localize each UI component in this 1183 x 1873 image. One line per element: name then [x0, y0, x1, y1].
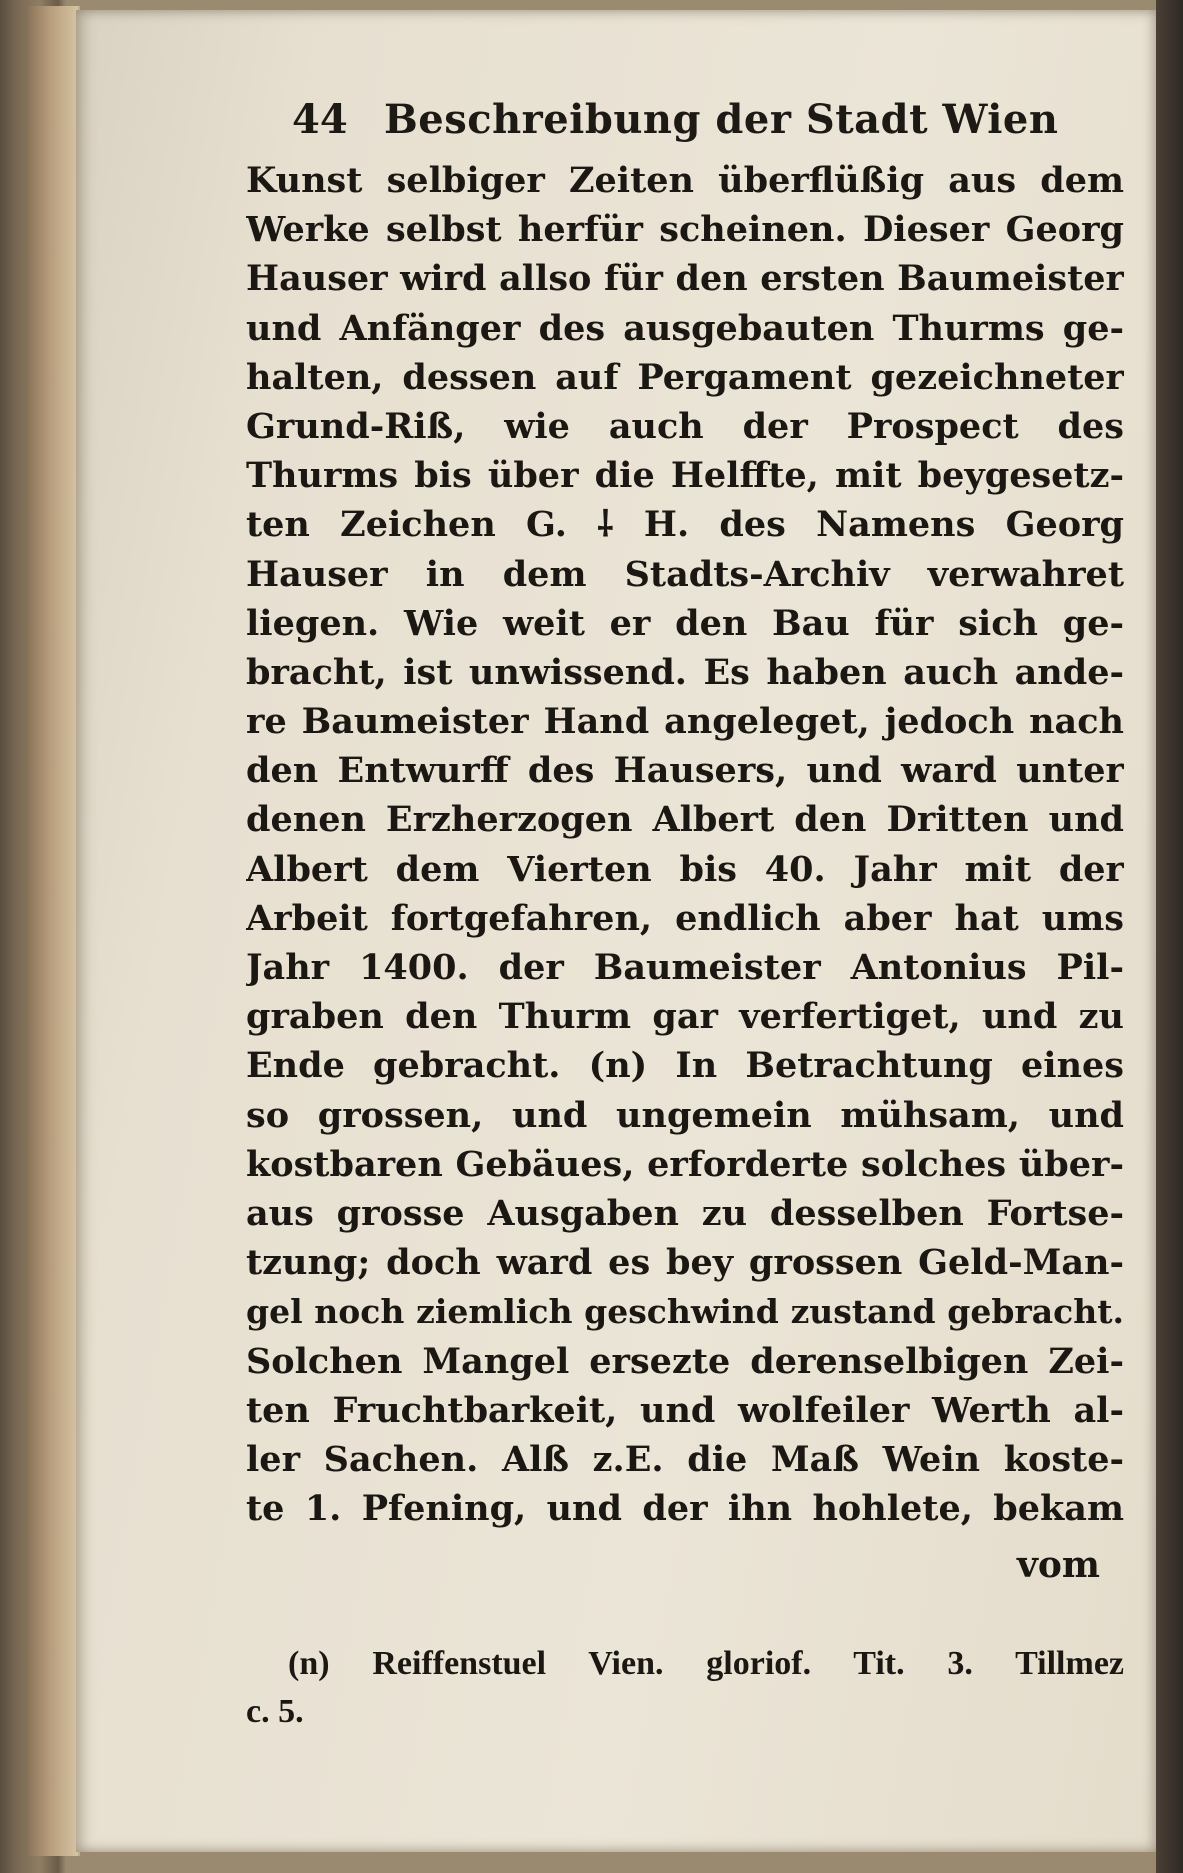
text-line: und Anfänger des ausgebauten Thurms ge- — [246, 307, 1124, 349]
text-line: kostbaren Gebäues, erforderte solches über- — [246, 1143, 1124, 1185]
text-line: Solchen Mangel ersezte derenselbigen Zei- — [246, 1340, 1124, 1382]
text-line: graben den Thurm gar verfertiget, und zu — [246, 996, 1124, 1038]
text-line: Ende gebracht. (n) In Betrachtung eines — [246, 1045, 1124, 1087]
text-line: aus grosse Ausgaben zu desselben Fortse- — [246, 1192, 1124, 1234]
text-line: liegen. Wie weit er den Bau für sich ge- — [246, 602, 1124, 644]
text-line: so grossen, und ungemein mühsam, und — [246, 1094, 1124, 1136]
text-line: ten Zeichen G. ⸸ H. des Namens Georg — [246, 504, 1124, 546]
text-line: bracht, ist unwissend. Es haben auch ande- — [246, 651, 1124, 693]
text-line: gel noch ziemlich geschwind zustand gebracht. — [246, 1292, 1124, 1332]
text-line: tzung; doch ward es bey grossen Geld-Man- — [246, 1242, 1124, 1284]
text-line: Jahr 1400. der Baumeister Antonius Pil- — [246, 947, 1124, 988]
text-line: denen Erzherzogen Albert den Dritten und — [246, 799, 1124, 841]
text-line: te 1. Pfening, und der ihn hohlete, bekam — [246, 1488, 1124, 1530]
catchword: vom — [1016, 1544, 1100, 1586]
running-title: Beschreibung der Stadt Wien — [383, 96, 1059, 143]
text-line: ten Fruchtbarkeit, und wolfeiler Werth al- — [246, 1389, 1124, 1431]
footnote-line: c. 5. — [246, 1693, 304, 1730]
footnote — [246, 1640, 1124, 1736]
page-header — [292, 96, 1059, 160]
scan-border — [1156, 0, 1183, 1873]
text-line: den Entwurff des Hausers, und ward unter — [246, 750, 1124, 792]
text-line: ler Sachen. Alß z.E. die Maß Wein koste- — [246, 1438, 1124, 1480]
page-stack-edge — [28, 6, 80, 1856]
text-line: Albert dem Vierten bis 40. Jahr mit der — [246, 848, 1124, 890]
page-number: 44 — [292, 96, 348, 143]
text-line: halten, dessen auf Pergament gezeichneter — [246, 356, 1124, 398]
text-line: Hauser wird allso für den ersten Baumeister — [246, 258, 1124, 300]
text-line: Thurms bis über die Helffte, mit beygesetz- — [246, 455, 1124, 497]
body-text — [246, 156, 1124, 1533]
text-line: Hauser in dem Stadts-Archiv verwahret — [246, 553, 1124, 595]
text-line: Arbeit fortgefahren, endlich aber hat ums — [246, 897, 1124, 939]
footnote-line: (n) Reiffenstuel Vien. gloriof. Tit. 3. Tillmez — [288, 1645, 1124, 1682]
text-line: re Baumeister Hand angeleget, jedoch nach — [246, 701, 1124, 743]
text-line: Werke selbst herfür scheinen. Dieser Georg — [246, 209, 1124, 251]
text-line: Grund-Riß, wie auch der Prospect des — [246, 405, 1124, 447]
text-line: Kunst selbiger Zeiten überflüßig aus dem — [246, 160, 1124, 201]
